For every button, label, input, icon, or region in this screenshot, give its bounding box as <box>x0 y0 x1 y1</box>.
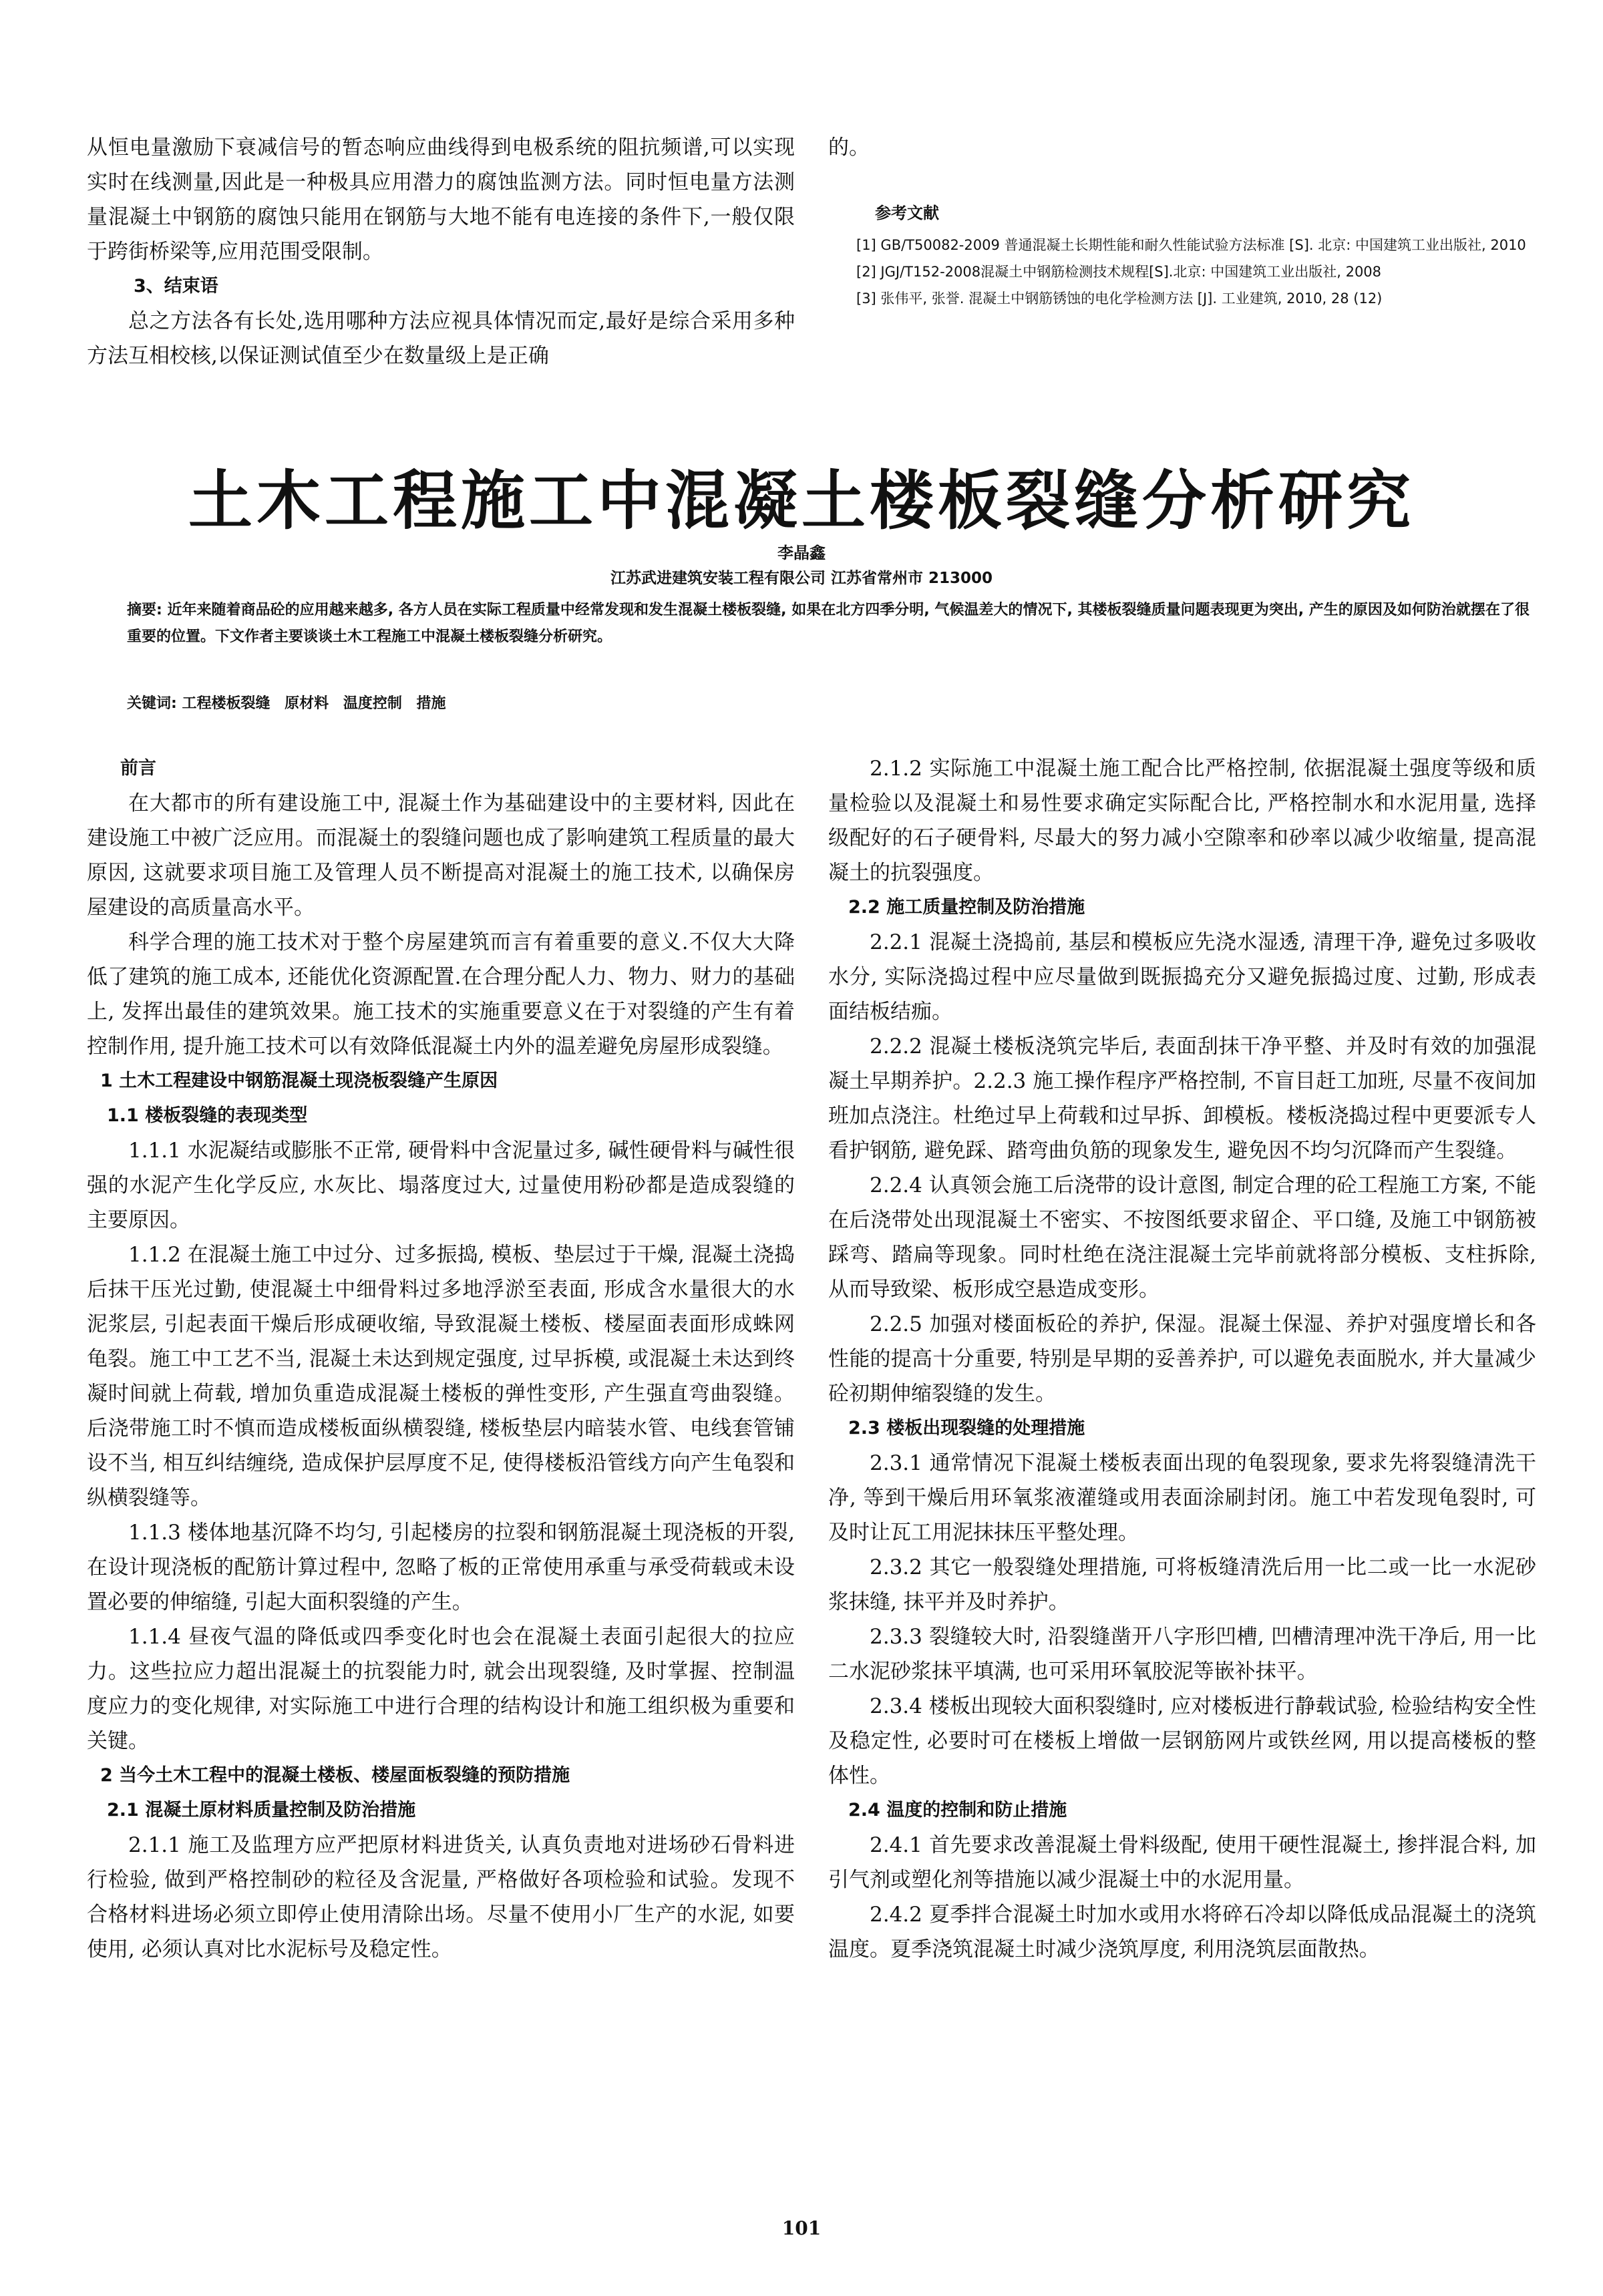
keyword: 工程楼板裂缝 <box>182 695 271 712</box>
reference-item: [2] JGJ/T152-2008混凝土中钢筋检测技术规程[S].北京: 中国建筑工业出版社, 2008 <box>856 264 1382 280</box>
keywords-label: 关键词: <box>127 695 177 712</box>
abstract-label: 摘要: <box>127 602 162 618</box>
conclusion-paragraph: 总之方法各有长处,选用哪种方法应视具体情况而定,最好是综合采用多种方法互相校核,以保证测试值至少在数量级上是正确 <box>87 309 795 368</box>
keyword: 温度控制 <box>343 695 402 712</box>
body-paragraph: 2.3.1 通常情况下混凝土楼板表面出现的龟裂现象, 要求先将裂缝清洗干净, 等到干燥后用环氧浆液灌缝或用表面涂刷封闭。施工中若发现龟裂时, 可及时让瓦工用泥抹抹压平整处理。 <box>828 1451 1536 1545</box>
body-paragraph: 1.1.1 水泥凝结或膨胀不正常, 硬骨料中含泥量过多, 碱性硬骨料与碱性很强的水泥产生化学反应, 水灰比、塌落度过大, 过量使用粉砂都是造成裂缝的主要原因。 <box>87 1139 795 1232</box>
keyword: 措施 <box>416 695 446 712</box>
section-heading: 3、结束语 <box>134 276 218 297</box>
section-heading: 2 当今土木工程中的混凝土楼板、楼屋面板裂缝的预防措施 <box>100 1765 570 1786</box>
prev-article-right <box>828 130 1536 312</box>
subsection-heading: 2.2 施工质量控制及防治措施 <box>848 897 1085 918</box>
reference-item: [1] GB/T50082-2009 普通混凝土长期性能和耐久性能试验方法标准 [S]. 北京: 中国建筑工业出版社, 2010 <box>856 237 1526 253</box>
article-author: 李晶鑫 <box>777 544 826 562</box>
body-paragraph: 2.2.2 混凝土楼板浇筑完毕后, 表面刮抹干净平整、并及时有效的加强混凝土早期养护。2.2.3 施工操作程序严格控制, 不盲目赶工加班, 尽量不夜间加班加点浇注。杜绝过早上荷载和过早拆、卸模板。楼板浇捣过程中更要派专人看护钢筋, 避免踩、踏弯曲负筋的现象发生, 避免因不均匀沉降而产生裂缝。 <box>828 1034 1536 1163</box>
keyword: 原材料 <box>285 695 329 712</box>
body-paragraph: 2.4.2 夏季拌合混凝土时加水或用水将碎石冷却以降低成品混凝土的浇筑温度。夏季浇筑混凝土时减少浇筑厚度, 利用浇筑层面散热。 <box>828 1903 1536 1961</box>
body-column-left <box>87 751 795 1967</box>
reference-item: [3] 张伟平, 张誉. 混凝土中钢筋锈蚀的电化学检测方法 [J]. 工业建筑, 2010, 28 (12) <box>856 291 1383 307</box>
article-title: 土木工程施工中混凝土楼板裂缝分析研究 <box>188 463 1415 538</box>
body-paragraph: 2.2.5 加强对楼面板砼的养护, 保湿。混凝土保湿、养护对强度增长和各性能的提高十分重要, 特别是早期的妥善养护, 可以避免表面脱水, 并大量减少砼初期伸缩裂缝的发生。 <box>828 1312 1536 1406</box>
keywords <box>127 691 1530 717</box>
abstract <box>127 597 1530 650</box>
section-heading: 前言 <box>120 758 156 779</box>
body-paragraph: 2.2.4 认真领会施工后浇带的设计意图, 制定合理的砼工程施工方案, 不能在后浇带处出现混凝土不密实、不按图纸要求留企、平口缝, 及施工中钢筋被踩弯、踏扁等现象。同时杜绝在浇注混凝土完毕前就将部分模板、支柱拆除, 从而导致梁、板形成空悬造成变形。 <box>828 1173 1536 1302</box>
page-number: 101 <box>781 2217 822 2239</box>
body-paragraph: 2.1.2 实际施工中混凝土施工配合比严格控制, 依据混凝土强度等级和质量检验以及混凝土和易性要求确定实际配合比, 严格控制水和水泥用量, 选择级配好的石子硬骨料, 尽最大的努力减小空隙率和砂率以减少收缩量, 提高混凝土的抗裂强度。 <box>828 757 1536 885</box>
body-paragraph: 1.1.3 楼体地基沉降不均匀, 引起楼房的拉裂和钢筋混凝土现浇板的开裂, 在设计现浇板的配筋计算过程中, 忽略了板的正常使用承重与承受荷载或未设置必要的伸缩缝, 引起大面积裂缝的产生。 <box>87 1521 795 1614</box>
body-paragraph: 1.1.4 昼夜气温的降低或四季变化时也会在混凝土表面引起很大的拉应力。这些拉应力超出混凝土的抗裂能力时, 就会出现裂缝, 及时掌握、控制温度应力的变化规律, 对实际施工中进行合理的结构设计和施工组织极为重要和关键。 <box>87 1625 795 1753</box>
body-paragraph: 2.4.1 首先要求改善混凝土骨料级配, 使用干硬性混凝土, 掺拌混合料, 加引气剂或塑化剂等措施以减少混凝土中的水泥用量。 <box>828 1833 1536 1892</box>
body-paragraph: 在大都市的所有建设施工中, 混凝土作为基础建设中的主要材料, 因此在建设施工中被广泛应用。而混凝土的裂缝问题也成了影响建筑工程质量的最大原因, 这就要求项目施工及管理人员不断提高对混凝土的施工技术, 以确保房屋建设的高质量高水平。 <box>87 791 795 920</box>
body-paragraph: 2.3.4 楼板出现较大面积裂缝时, 应对楼板进行静载试验, 检验结构安全性及稳定性, 必要时可在楼板上增做一层钢筋网片或铁丝网, 用以提高楼板的整体性。 <box>828 1694 1536 1788</box>
section-heading: 1 土木工程建设中钢筋混凝土现浇板裂缝产生原因 <box>100 1071 498 1091</box>
subsection-heading: 2.3 楼板出现裂缝的处理措施 <box>848 1418 1085 1439</box>
body-paragraph: 2.3.2 其它一般裂缝处理措施, 可将板缝清洗后用一比二或一比一水泥砂浆抹缝, 抹平并及时养护。 <box>828 1555 1536 1614</box>
prev-article-left <box>87 130 795 373</box>
conclusion-continuation: 的。 <box>828 136 870 160</box>
body-paragraph: 1.1.2 在混凝土施工中过分、过多振捣, 模板、垫层过于干燥, 混凝土浇捣后抹干压光过勤, 使混凝土中细骨料过多地浮淤至表面, 形成含水量很大的水泥浆层, 引起表面干燥后形成硬收缩, 导致混凝土楼板、楼屋面表面形成蛛网龟裂。施工中工艺不当, 混凝土未达到规定强度, 过早拆模, 或混凝土未达到终凝时间就上荷载, 增加负重造成混凝土楼板的弹性变形, 产生强直弯曲裂缝。后浇带施工时不慎而造成楼板面纵横裂缝, 楼板垫层内暗装水管、电线套管铺设不当, 相互纠结缠绕, 造成保护层厚度不足, 使得楼板沿管线方向产生龟裂和纵横裂缝等。 <box>87 1243 795 1510</box>
body-column-right <box>828 751 1536 1967</box>
subsection-heading: 2.4 温度的控制和防止措施 <box>848 1800 1067 1821</box>
abstract-text: 近年来随着商品砼的应用越来越多, 各方人员在实际工程质量中经常发现和发生混凝土楼板裂缝, 如果在北方四季分明, 气候温差大的情况下, 其楼板裂缝质量问题表现更为突出, 产生的原因及如何防治就摆在了很重要的位置。下文作者主要谈谈土木工程施工中混凝土楼板裂缝分析研究。 <box>127 602 1530 645</box>
references-title: 参考文献 <box>875 204 939 222</box>
subsection-heading: 1.1 楼板裂缝的表现类型 <box>107 1105 308 1126</box>
body-paragraph: 2.2.1 混凝土浇捣前, 基层和模板应先浇水湿透, 清理干净, 避免过多吸收水分, 实际浇捣过程中应尽量做到既振捣充分又避免振捣过度、过勤, 形成表面结板结痂。 <box>828 930 1536 1024</box>
body-paragraph: 2.1.1 施工及监理方应严把原材料进货关, 认真负责地对进场砂石骨料进行检验, 做到严格控制砂的粒径及含泥量, 严格做好各项检验和试验。发现不合格材料进场必须立即停止使用清除出场。尽量不使用小厂生产的水泥, 如要使用, 必须认真对比水泥标号及稳定性。 <box>87 1833 795 1961</box>
article-affiliation: 江苏武进建筑安装工程有限公司 江苏省常州市 213000 <box>610 570 993 587</box>
body-paragraph: 科学合理的施工技术对于整个房屋建筑而言有着重要的意义.不仅大大降低了建筑的施工成本, 还能优化资源配置.在合理分配人力、物力、财力的基础上, 发挥出最佳的建筑效果。施工技术的实施重要意义在于对裂缝的产生有着控制作用, 提升施工技术可以有效降低混凝土内外的温差避免房屋形成裂缝。 <box>87 930 795 1059</box>
subsection-heading: 2.1 混凝土原材料质量控制及防治措施 <box>107 1800 416 1821</box>
prev-paragraph: 从恒电量激励下衰减信号的暂态响应曲线得到电极系统的阻抗频谱,可以实现实时在线测量,因此是一种极具应用潜力的腐蚀监测方法。同时恒电量方法测量混凝土中钢筋的腐蚀只能用在钢筋与大地不能有电连接的条件下,一般仅限于跨街桥梁等,应用范围受限制。 <box>87 136 795 264</box>
body-paragraph: 2.3.3 裂缝较大时, 沿裂缝凿开八字形凹槽, 凹槽清理冲洗干净后, 用一比二水泥砂浆抹平填满, 也可采用环氧胶泥等嵌补抹平。 <box>828 1625 1536 1684</box>
